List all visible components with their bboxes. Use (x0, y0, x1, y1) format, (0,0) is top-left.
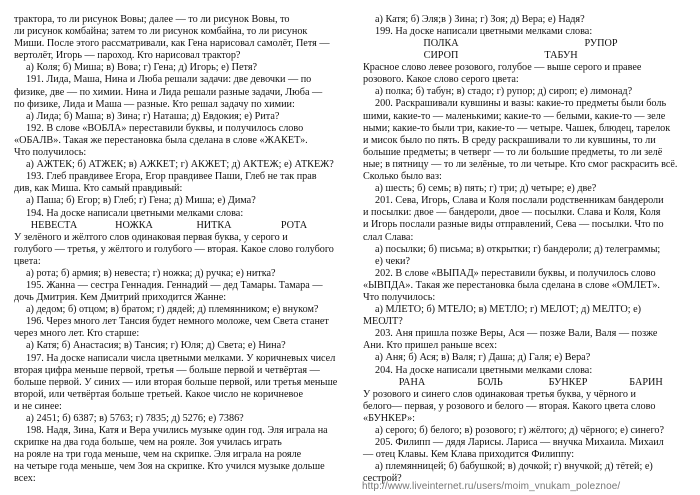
text-line: голубого — третья, у жёлтого и голубого — вторая. Какое слово голубого (14, 243, 334, 255)
text-line: 203. Аня пришла позже Веры, Ася — позже Вали, Валя — позже (375, 328, 658, 340)
words-204 (363, 377, 689, 389)
text-line: розового. Какое слово серого цвета: (363, 74, 519, 86)
word-199: РУПОР (584, 38, 618, 50)
text-line: 199. На доске написали цветными мелками слова: (375, 26, 593, 38)
word-194: НИТКА (196, 219, 232, 231)
text-line: У зелёного и жёлтого слов одинаковая первая буква, у серого и (14, 231, 288, 243)
text-line: 196. Через много лет Тансия будет немного моложе, чем Света станет (26, 316, 329, 328)
text-line: ные; в пятницу — то ли зелёные, то ли четыре. Кто смог раскрасить всё. (363, 158, 678, 170)
text-line: а) племянницей; б) бабушкой; в) дочкой; г) внучкой; д) тётей; е) (375, 461, 653, 473)
text-line: белого— первая, у розового и белого — вторая. Какого цвета слово (363, 400, 656, 412)
text-line: а) Катя; б) Анастасия; в) Тансия; г) Юля; д) Света; е) Нина? (26, 340, 286, 352)
text-line: через много лет. Кто старше: (14, 328, 140, 340)
text-line: вторая цифра меньше первой, третья — больше первой и четвёртая — (14, 364, 320, 376)
right-text-block-b (363, 389, 689, 486)
text-line: Миши. После этого рассматривали, как Гена нарисовал самолёт, Петя — (14, 38, 330, 50)
text-line: — отец Клавы. Кем Клава приходится Филиппу: (363, 449, 575, 461)
left-page (14, 14, 340, 486)
word-204: БОЛЬ (477, 376, 503, 388)
text-line: а) Лида; б) Маша; в) Зина; г) Наташа; д) Евдокия; е) Рита? (26, 110, 280, 122)
text-line: вертолёт, Игорь — пароход. Кто нарисовал трактор? (14, 50, 241, 62)
text-line: больше первой. У синих — или вторая больше первой, или третья меньше (14, 376, 338, 388)
right-text-block-a (363, 62, 689, 376)
words-199-row2 (363, 50, 689, 62)
text-line: физике, две — по химии. Нина и Лида решали разные задачи, Люба — (14, 86, 323, 98)
left-text-block-a (14, 14, 340, 220)
text-line: на четыре года меньше, чем Зоя на скрипке. Кто учился музыке дольше (14, 461, 325, 473)
text-line: цвета: (14, 255, 41, 267)
text-line: а) посылки; б) письма; в) открытки; г) бандероли; д) телеграммы; (375, 243, 661, 255)
text-line: «ЫВПДА». Такая же перестановка была сделана в слове «ОМЛЕТ». (363, 279, 660, 291)
text-line: а) дедом; б) отцом; в) братом; г) дядей; д) племянником; е) внуком? (26, 304, 319, 316)
word-204: БУНКЕР (548, 376, 588, 388)
word-194: НОЖКА (115, 219, 153, 231)
word-199: ТАБУН (544, 50, 578, 62)
text-line: Что получилось: (363, 291, 436, 303)
text-line: МЕОЛТ? (363, 316, 403, 328)
text-line: ными; какие-то были три, какие-то — четыре. Чашек, блюдец, тарелок (363, 122, 671, 134)
words-194 (14, 220, 340, 232)
text-line: скрипке на два года больше, чем на рояле. Зоя училась играть (14, 437, 282, 449)
text-line: сестрой? (363, 473, 402, 485)
text-line: а) шесть; б) семь; в) пять; г) три; д) четыре; е) две? (375, 183, 597, 195)
word-199: СИРОП (423, 50, 459, 62)
text-line: «ОБАЛВ». Такая же перестановка была сделана в слове «ЖАКЕТ». (14, 134, 308, 146)
text-line: а) Паша; б) Егор; в) Глеб; г) Гена; д) Миша; е) Дима? (26, 195, 256, 207)
text-line: большие предметы; в четверг — то ли большие предметы, то ли зелё (363, 146, 663, 158)
text-line: 193. Глеб правдивее Егора, Егор правдивее Паши, Глеб не так прав (26, 171, 317, 183)
text-line: 192. В слове «ВОБЛА» переставили буквы, и получилось слово (26, 122, 304, 134)
text-line: шими, какие-то — маленькими; какие-то — белыми, какие-то — зеле (363, 110, 666, 122)
right-page (363, 14, 689, 485)
words-199-row1 (363, 38, 689, 50)
text-line: «БУНКЕР»: (363, 412, 416, 424)
text-line: У розового и синего слов одинаковая третья буква, у чёрного и (363, 388, 636, 400)
text-line: див, как Миша. Кто самый правдивый: (14, 183, 183, 195)
text-line: 198. Надя, Зина, Катя и Вера учились музыке один год. Эля играла на (26, 425, 328, 437)
text-line: а) Коля; б) Миша; в) Вова; г) Гена; д) Игорь; е) Петя? (26, 62, 258, 74)
text-line: всех: (14, 473, 36, 485)
text-line: Что получилось: (14, 147, 87, 159)
text-line: 205. Филипп — дядя Ларисы. Лариса — внучка Михаила. Михаил (375, 437, 664, 448)
text-line: и посылки: двое — бандероли, двое — посылки. Слава и Коля, Коля (363, 207, 661, 219)
text-line: и не синее: (14, 400, 62, 412)
text-line: Красное слово левее розового, голубое — выше серого и правее (363, 62, 642, 74)
text-line: а) рота; б) армия; в) невеста; г) ножка; д) ручка; е) нитка? (26, 267, 276, 279)
text-line: 195. Жанна — сестра Геннадия. Геннадий — дед Тамары. Тамара — (26, 279, 323, 291)
text-line: трактора, то ли рисунок Вовы; далее — то ли рисунок Вовы, то (14, 14, 290, 25)
text-line: а) 2451; б) 6387; в) 5763; г) 7835; д) 5276; е) 7386? (26, 413, 244, 424)
text-line: Сколько было ваз: (363, 171, 442, 183)
text-line: ли рисунок комбайна; затем то ли рисунок комбайна, то ли рисунок (14, 26, 308, 38)
text-line: е) чеки? (375, 255, 411, 267)
word-194: НЕВЕСТА (30, 219, 78, 231)
word-199: ПОЛКА (423, 38, 459, 50)
text-line: а) МЛЕТО; б) МТЕЛО; в) МЕТЛО; г) МЕЛОТ; д) МЕЛТО; е) (375, 304, 642, 316)
text-line: и Игорь послали разные виды отправлений, Сева — посылки. Что по (363, 219, 664, 231)
text-line: слал Слава: (363, 231, 414, 243)
text-line: на рояле на три года меньше, чем на скрипке. Эля играла на рояле (14, 449, 302, 461)
word-204: БАРИН (629, 376, 663, 388)
text-line: 200. Раскрашивали кувшины и вазы: какие-то предметы были боль (375, 98, 667, 110)
word-194: РОТА (280, 219, 308, 231)
text-line: 191. Лида, Маша, Нина и Люба решали задачи: две девочки — по (26, 74, 312, 86)
text-line: 201. Сева, Игорь, Слава и Коля послали родственникам бандероли (375, 195, 664, 207)
text-line: а) АЖТЕК; б) АТЖЕК; в) АЖКЕТ; г) АКЖЕТ; д) АКТЕЖ; е) АТКЕЖ? (26, 159, 334, 171)
left-text-block-b (14, 232, 340, 486)
text-line: а) серого; б) белого; в) розового; г) жёлтого; д) чёрного; е) синего? (375, 424, 665, 436)
word-204: РАНА (398, 376, 426, 388)
source-url[interactable]: http://www.liveinternet.ru/users/moim_vnukam_poleznoe/ (362, 481, 621, 492)
text-line: 204. На доске написали цветными мелками слова: (375, 364, 593, 376)
text-line: второй, или четвёртая больше третьей. Какое число не коричневое (14, 388, 303, 400)
text-line: а) Катя; б) Эля;в ) Зина; г) Зоя; д) Вера; е) Надя? (375, 14, 585, 25)
text-line: 202. В слове «ВЫПАД» переставили буквы, и получилось слово (375, 267, 656, 279)
text-line: а) полка; б) табун; в) стадо; г) рупор; д) сироп; е) лимонад? (375, 86, 633, 98)
text-line: а) Аня; б) Ася; в) Валя; г) Даша; д) Галя; е) Вера? (375, 352, 591, 364)
text-line: 194. На доске написали цветными мелками слова: (26, 207, 244, 219)
text-line: 197. На доске написали числа цветными мелками. У коричневых чисел (26, 352, 336, 364)
text-line: по физике, Лида и Маша — разные. Кто решал задачу по химии: (14, 98, 295, 110)
text-line: Ани. Кто пришел раньше всех: (363, 340, 498, 352)
text-line: дочь Дмитрия. Кем Дмитрий приходится Жанне: (14, 292, 227, 304)
text-line: и мисок было по пять. В среду раскрашивали то ли кувшины, то ли (363, 134, 656, 146)
